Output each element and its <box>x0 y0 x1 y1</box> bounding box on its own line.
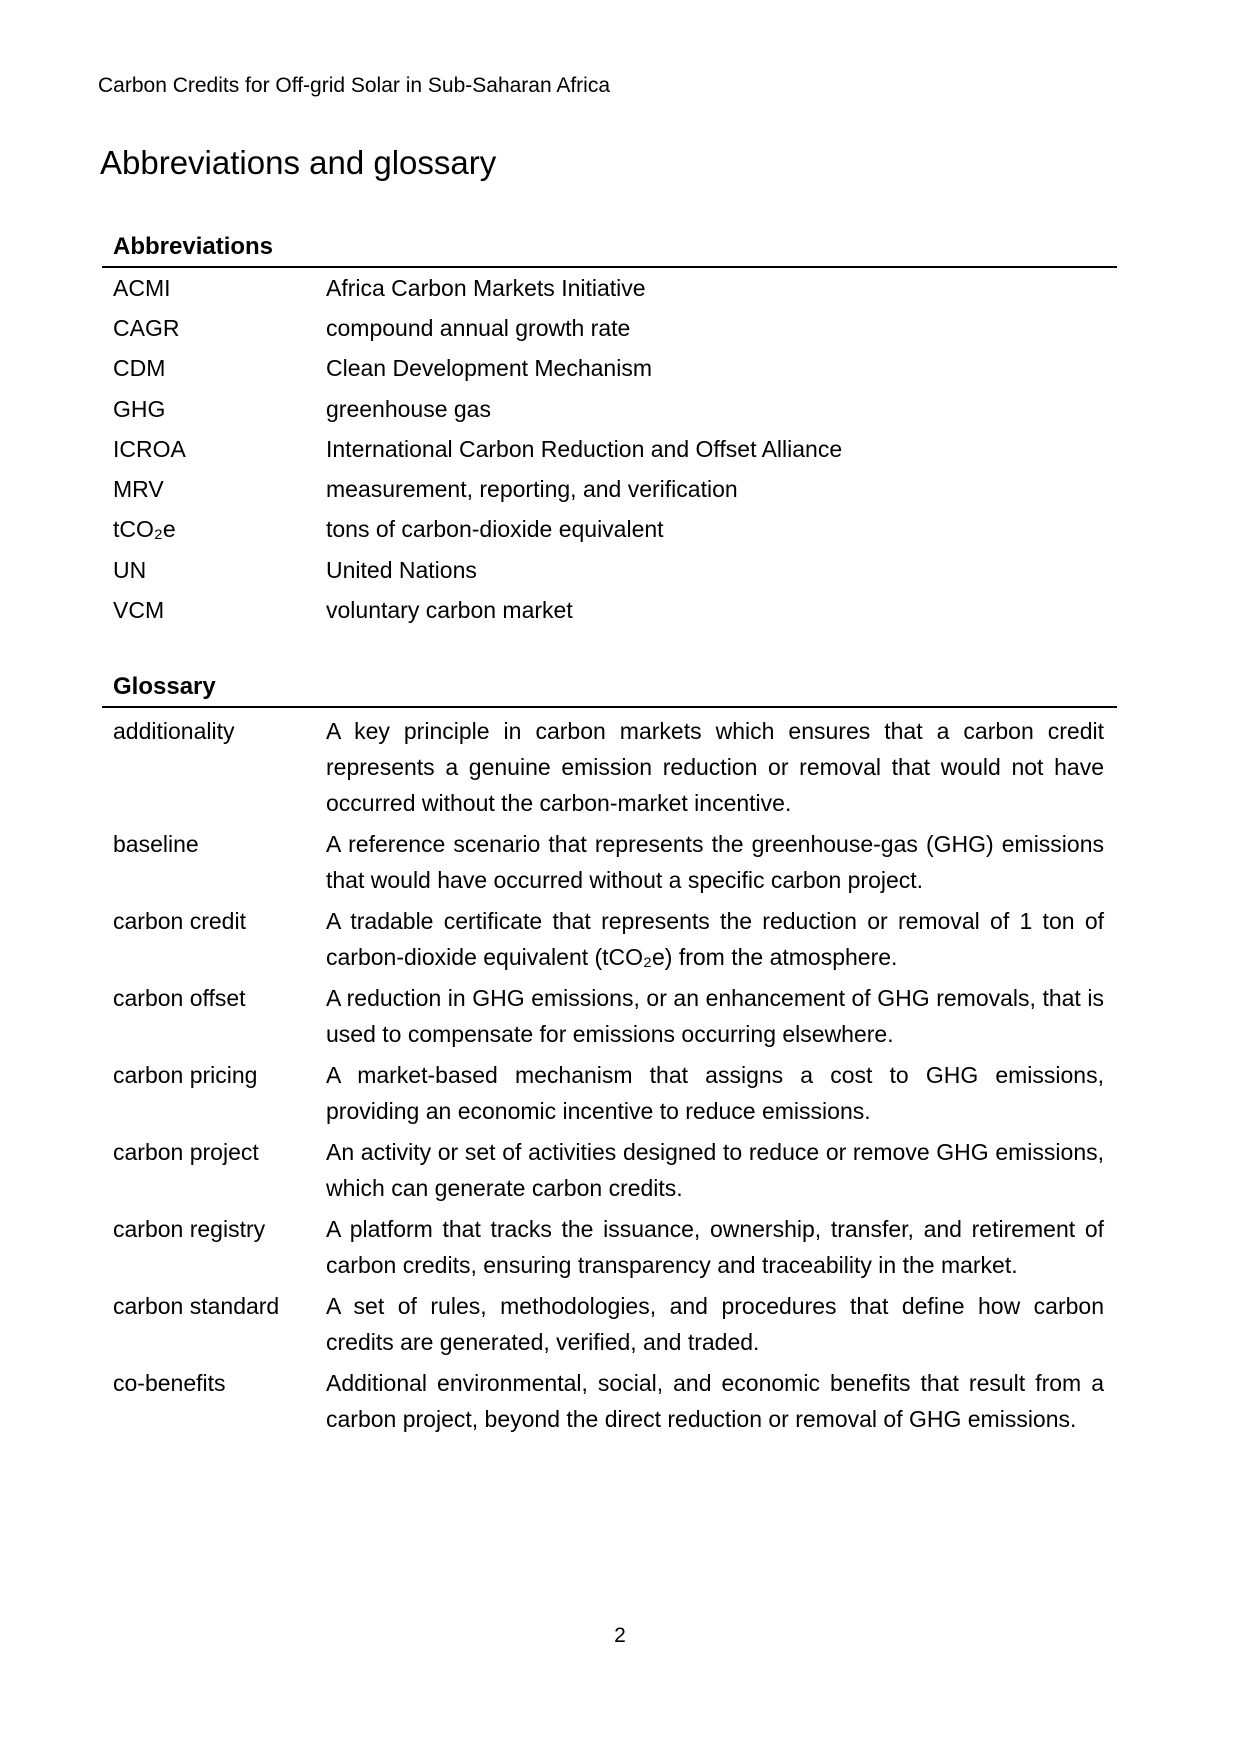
glossary-term: carbon credit <box>113 908 246 934</box>
glossary-row <box>102 903 1117 975</box>
glossary-definition: A tradable certificate that represents the reduction or removal of 1 ton of carbon-dioxide equivalent (tCO₂e) from the atmosphere. <box>326 908 1104 970</box>
abbreviation-row <box>102 469 1117 509</box>
abbreviation-term: CDM <box>113 355 166 382</box>
abbreviation-row <box>102 510 1117 550</box>
abbreviation-meaning: measurement, reporting, and verification <box>326 476 738 503</box>
glossary-row <box>102 1057 1117 1129</box>
glossary-row <box>102 713 1117 821</box>
glossary-definition: A platform that tracks the issuance, ownership, transfer, and retirement of carbon credits, ensuring transparency and traceability in the market. <box>326 1216 1104 1278</box>
glossary-row <box>102 1288 1117 1360</box>
glossary-definition: A key principle in carbon markets which ensures that a carbon credit represents a genuine emission reduction or removal that would not have occurred without the carbon-market incentive. <box>326 718 1104 816</box>
abbreviation-term: VCM <box>113 597 165 624</box>
abbreviation-term: ICROA <box>113 435 186 462</box>
abbreviation-meaning: voluntary carbon market <box>326 597 573 624</box>
running-header: Carbon Credits for Off-grid Solar in Sub-Saharan Africa <box>98 74 611 97</box>
abbreviations-heading: Abbreviations <box>102 233 1117 268</box>
abbreviations-table <box>102 268 1117 631</box>
glossary-term: co-benefits <box>113 1370 226 1396</box>
abbreviation-meaning: International Carbon Reduction and Offset Alliance <box>326 435 843 462</box>
glossary-definition: An activity or set of activities designed to reduce or remove GHG emissions, which can generate carbon credits. <box>326 1139 1104 1201</box>
page-number: 2 <box>614 1624 626 1647</box>
glossary-row <box>102 1134 1117 1206</box>
glossary-row <box>102 1365 1117 1437</box>
glossary-heading: Glossary <box>102 673 1117 708</box>
glossary-row <box>102 826 1117 898</box>
glossary-term: carbon offset <box>113 985 246 1011</box>
glossary-definition: A reference scenario that represents the greenhouse-gas (GHG) emissions that would have occurred without a specific carbon project. <box>326 831 1104 893</box>
abbreviation-meaning: Clean Development Mechanism <box>326 355 652 382</box>
glossary-term: baseline <box>113 831 199 857</box>
abbreviation-term: GHG <box>113 395 166 422</box>
abbreviation-meaning: greenhouse gas <box>326 395 491 422</box>
glossary-term: carbon standard <box>113 1293 280 1319</box>
abbreviation-meaning: United Nations <box>326 556 477 583</box>
abbreviation-term: CAGR <box>113 314 180 341</box>
abbreviation-row <box>102 550 1117 590</box>
abbreviation-term: tCO₂e <box>113 516 176 543</box>
glossary-definition: A market-based mechanism that assigns a cost to GHG emissions, providing an economic incentive to reduce emissions. <box>326 1062 1104 1124</box>
glossary-term: additionality <box>113 718 235 744</box>
glossary-row <box>102 980 1117 1052</box>
abbreviation-term: UN <box>113 556 147 583</box>
abbreviation-row <box>102 590 1117 630</box>
abbreviation-row <box>102 429 1117 469</box>
abbreviation-row <box>102 308 1117 348</box>
abbreviation-meaning: compound annual growth rate <box>326 314 631 341</box>
abbreviation-term: MRV <box>113 476 164 503</box>
glossary-term: carbon registry <box>113 1216 266 1242</box>
glossary-term: carbon pricing <box>113 1062 258 1088</box>
abbreviation-row <box>102 349 1117 389</box>
abbreviation-meaning: tons of carbon-dioxide equivalent <box>326 516 664 543</box>
glossary-definition: A set of rules, methodologies, and procedures that define how carbon credits are generated, verified, and traded. <box>326 1293 1104 1355</box>
abbreviation-row <box>102 389 1117 429</box>
page-title: Abbreviations and glossary <box>100 144 497 181</box>
glossary-definition: Additional environmental, social, and economic benefits that result from a carbon project, beyond the direct reduction or removal of GHG emissions. <box>326 1370 1104 1432</box>
abbreviation-meaning: Africa Carbon Markets Initiative <box>326 274 646 301</box>
glossary-term: carbon project <box>113 1139 259 1165</box>
abbreviation-term: ACMI <box>113 274 171 301</box>
glossary-section <box>102 673 1117 1437</box>
abbreviation-row <box>102 268 1117 308</box>
abbreviations-section <box>102 233 1117 631</box>
glossary-definition: A reduction in GHG emissions, or an enhancement of GHG removals, that is used to compensate for emissions occurring elsewhere. <box>326 985 1104 1047</box>
glossary-row <box>102 1211 1117 1283</box>
glossary-table <box>102 713 1117 1437</box>
